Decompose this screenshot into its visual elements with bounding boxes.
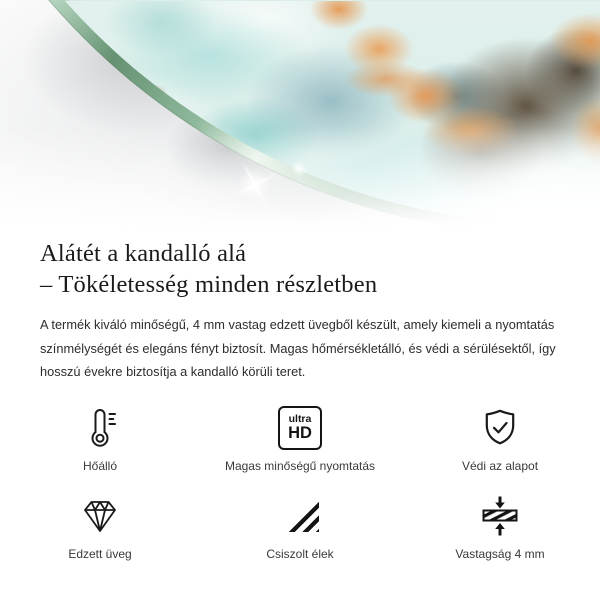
feature-tempered-glass — [0, 493, 200, 561]
photo-fade-overlay — [0, 0, 600, 232]
diamond-icon — [78, 493, 122, 539]
feature-print-quality — [200, 405, 400, 473]
beveled-edge-icon — [281, 493, 319, 539]
feature-label: Csiszolt élek — [266, 546, 334, 561]
ultra-hd-icon — [278, 405, 322, 451]
feature-thickness — [400, 493, 600, 561]
feature-label: Vastagság 4 mm — [455, 546, 545, 561]
features-grid — [0, 405, 600, 561]
ultra-hd-icon-text-top: ultra — [288, 412, 312, 425]
content-section — [0, 239, 600, 384]
product-photo — [0, 0, 600, 232]
shield-check-icon — [478, 405, 522, 451]
feature-label: Hőálló — [82, 458, 118, 473]
feature-label: Magas minőségű nyomtatás — [224, 458, 376, 473]
feature-base-protection — [400, 405, 600, 473]
page-title-line1: Alátét a kandalló alá — [40, 240, 247, 267]
thermometer-icon — [78, 405, 122, 451]
page-title — [40, 239, 560, 300]
ultra-hd-icon-text-bottom: HD — [288, 424, 312, 443]
product-description: A termék kiváló minőségű, 4 mm vastag edzett üvegből készült, amely kiemeli a nyomtatás színmélységét és elegáns fényt biztosít. Magas hőmérsékletálló, és védi a sérülésektől, így hosszú évekre biztosítja a kandalló körüli teret. — [40, 317, 556, 380]
feature-label: Edzett üveg — [68, 546, 132, 561]
page-title-line2: – Tökéletesség minden részletben — [40, 270, 378, 298]
compressed-thickness-icon — [478, 493, 522, 539]
feature-polished-edges — [200, 493, 400, 561]
feature-heat-resistant — [0, 405, 200, 473]
feature-label: Védi az alapot — [461, 458, 539, 473]
